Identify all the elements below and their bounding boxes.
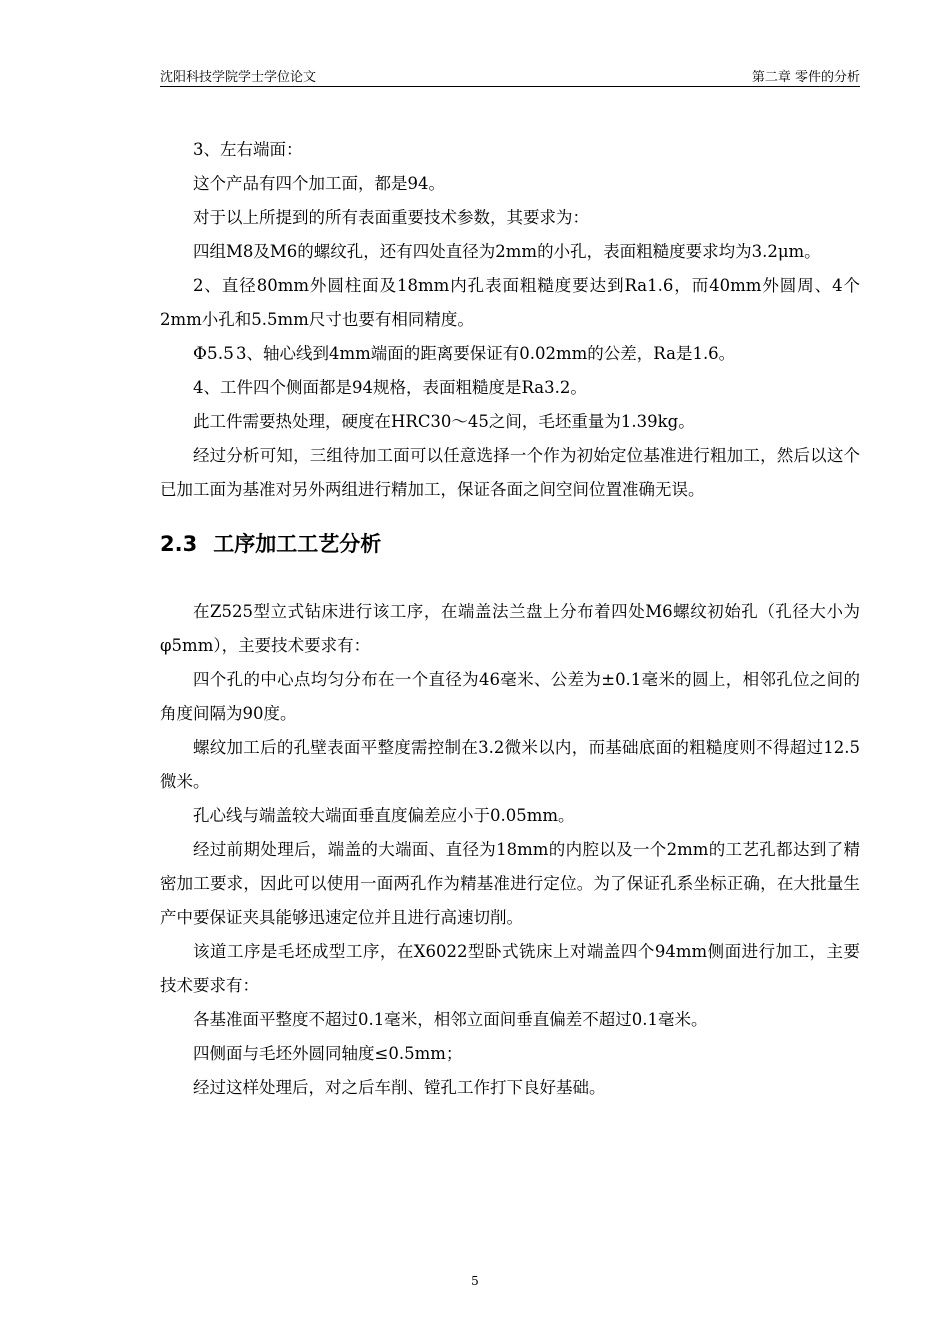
header-chapter-title: 第二章 零件的分析 bbox=[751, 70, 860, 85]
page-body bbox=[160, 133, 860, 1105]
paragraph-text: 3、轴心线到4mm端面的距离要保证有0.02mm的公差，Ra是1.6。 bbox=[235, 344, 736, 363]
header-thesis-title: 沈阳科技学院学士学位论文 bbox=[160, 70, 317, 85]
paragraph: 2、直径80mm外圆柱面及18mm内孔表面粗糙度要达到Ra1.6，而40mm外圆周、4个2mm小孔和5.5mm尺寸也要有相同精度。 bbox=[160, 276, 860, 329]
paragraph: 3、左右端面： bbox=[193, 140, 303, 159]
phi-label: Φ5.5 bbox=[193, 344, 234, 364]
section-number: 2.3 bbox=[160, 532, 198, 556]
page-footer bbox=[0, 1274, 950, 1288]
paragraph: 四侧面与毛坯外圆同轴度≤0.5mm； bbox=[193, 1044, 463, 1063]
paragraph: 经过这样处理后，对之后车削、镗孔工作打下良好基础。 bbox=[193, 1078, 606, 1097]
section-heading bbox=[160, 527, 860, 561]
paragraph: 在Z525型立式钻床进行该工序，在端盖法兰盘上分布着四处M6螺纹初始孔（孔径大小为φ5mm），主要技术要求有： bbox=[160, 602, 860, 655]
paragraph: 经过分析可知，三组待加工面可以任意选择一个作为初始定位基准进行粗加工，然后以这个已加工面为基准对另外两组进行精加工，保证各面之间空间位置准确无误。 bbox=[160, 446, 860, 499]
paragraph: 经过前期处理后，端盖的大端面、直径为18mm的内腔以及一个2mm的工艺孔都达到了精密加工要求，因此可以使用一面两孔作为精基准进行定位。为了保证孔系坐标正确，在大批量生产中要保证夹具能够迅速定位并且进行高速切削。 bbox=[160, 840, 860, 927]
paragraph: 此工件需要热处理，硬度在HRC30～45之间，毛坯重量为1.39kg。 bbox=[193, 412, 695, 431]
paragraph: 四个孔的中心点均匀分布在一个直径为46毫米、公差为±0.1毫米的圆上，相邻孔位之间的角度间隔为90度。 bbox=[160, 670, 860, 723]
paragraph: 螺纹加工后的孔壁表面平整度需控制在3.2微米以内，而基础底面的粗糙度则不得超过12.5微米。 bbox=[160, 738, 860, 791]
paragraph: 4、工件四个侧面都是94规格，表面粗糙度是Ra3.2。 bbox=[193, 378, 587, 397]
paragraph: 对于以上所提到的所有表面重要技术参数，其要求为： bbox=[193, 208, 589, 227]
paragraph: 孔心线与端盖较大端面垂直度偏差应小于0.05mm。 bbox=[193, 806, 575, 825]
paragraph: 这个产品有四个加工面，都是94。 bbox=[193, 174, 445, 193]
section-title: 工序加工工艺分析 bbox=[213, 532, 382, 556]
paragraph: 四组M8及M6的螺纹孔，还有四处直径为2mm的小孔，表面粗糙度要求均为3.2μm。 bbox=[193, 242, 821, 261]
page-number: 5 bbox=[471, 1274, 479, 1288]
paragraph: 该道工序是毛坯成型工序，在X6022型卧式铣床上对端盖四个94mm侧面进行加工，主要技术要求有： bbox=[160, 942, 860, 995]
paragraph-with-phi bbox=[160, 337, 860, 371]
paragraph: 各基准面平整度不超过0.1毫米，相邻立面间垂直偏差不超过0.1毫米。 bbox=[193, 1010, 708, 1029]
page-header bbox=[160, 66, 860, 87]
